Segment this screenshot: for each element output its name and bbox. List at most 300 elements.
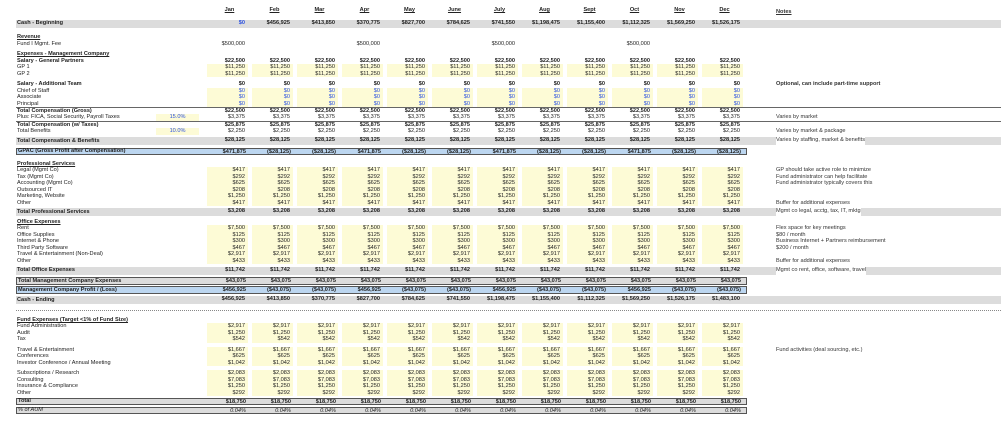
value-cell-nov[interactable]: $11,250 xyxy=(657,71,698,77)
value-cell-oct[interactable]: $2,083 xyxy=(612,370,653,376)
value-cell-june[interactable]: $292 xyxy=(432,174,473,180)
value-cell-june[interactable]: $1,250 xyxy=(432,193,473,199)
value-cell-oct[interactable]: $2,917 xyxy=(612,323,653,329)
value-cell-aug[interactable]: $125 xyxy=(522,232,563,238)
value-cell-oct[interactable]: $2,917 xyxy=(612,251,653,257)
value-cell-may[interactable]: $417 xyxy=(387,200,428,206)
value-cell-sept[interactable]: $417 xyxy=(567,167,608,173)
value-cell-feb[interactable]: $417 xyxy=(252,200,293,206)
value-cell-july[interactable]: $1,667 xyxy=(477,347,518,353)
value-cell-sept[interactable]: $467 xyxy=(567,245,608,251)
value-cell-june[interactable]: $1,667 xyxy=(432,347,473,353)
value-cell-apr[interactable]: $2,917 xyxy=(342,323,383,329)
value-cell-nov[interactable]: $0 xyxy=(657,94,698,100)
value-cell-sept[interactable]: $2,917 xyxy=(567,323,608,329)
value-cell-june[interactable]: $625 xyxy=(432,180,473,186)
value-cell-feb[interactable]: $292 xyxy=(252,390,293,396)
value-cell-feb[interactable]: $300 xyxy=(252,238,293,244)
value-cell-nov[interactable]: $625 xyxy=(657,353,698,359)
value-cell-may[interactable]: $625 xyxy=(387,180,428,186)
value-cell-jan[interactable]: $7,083 xyxy=(207,377,248,383)
value-cell-jan[interactable]: $1,667 xyxy=(207,347,248,353)
value-cell-aug[interactable]: $417 xyxy=(522,167,563,173)
value-cell-oct[interactable]: $7,083 xyxy=(612,377,653,383)
value-cell-may[interactable]: $300 xyxy=(387,238,428,244)
value-cell-feb[interactable]: $625 xyxy=(252,353,293,359)
rate-input-cell[interactable]: 15.0% xyxy=(156,114,199,120)
value-cell-nov[interactable]: $0 xyxy=(657,88,698,94)
value-cell-july[interactable]: $1,250 xyxy=(477,383,518,389)
value-cell-aug[interactable]: $2,083 xyxy=(522,370,563,376)
value-cell-may[interactable]: $208 xyxy=(387,187,428,193)
value-cell-may[interactable]: $0 xyxy=(387,101,428,107)
value-cell-may[interactable]: $292 xyxy=(387,390,428,396)
value-cell-nov[interactable]: $625 xyxy=(657,180,698,186)
value-cell-oct[interactable]: $0 xyxy=(612,88,653,94)
value-cell-jan[interactable]: $208 xyxy=(207,187,248,193)
value-cell-june[interactable]: $11,250 xyxy=(432,64,473,70)
value-cell-dec[interactable]: $125 xyxy=(702,232,743,238)
value-cell-apr[interactable]: $1,250 xyxy=(342,330,383,336)
value-cell-nov[interactable]: $11,250 xyxy=(657,64,698,70)
value-cell-mar[interactable]: $125 xyxy=(297,232,338,238)
value-cell-may[interactable]: $625 xyxy=(387,353,428,359)
value-cell-dec[interactable]: $2,917 xyxy=(702,323,743,329)
value-cell-oct[interactable]: $417 xyxy=(612,200,653,206)
value-cell-mar[interactable]: $0 xyxy=(297,88,338,94)
value-cell-jan[interactable]: $1,250 xyxy=(207,383,248,389)
value-cell-july[interactable]: $7,500 xyxy=(477,225,518,231)
value-cell-jan[interactable]: $11,250 xyxy=(207,71,248,77)
value-cell-apr[interactable]: $417 xyxy=(342,167,383,173)
value-cell-dec[interactable]: $433 xyxy=(702,258,743,264)
value-cell-july[interactable]: $7,083 xyxy=(477,377,518,383)
value-cell-sept[interactable]: $2,083 xyxy=(567,370,608,376)
value-cell-aug[interactable]: $0 xyxy=(522,94,563,100)
value-cell-july[interactable]: $0 xyxy=(477,88,518,94)
value-cell-sept[interactable]: $542 xyxy=(567,336,608,342)
value-cell-oct[interactable]: $0 xyxy=(612,94,653,100)
value-cell-sept[interactable]: $7,083 xyxy=(567,377,608,383)
value-cell-june[interactable]: $0 xyxy=(432,101,473,107)
value-cell-july[interactable]: $0 xyxy=(477,94,518,100)
value-cell-mar[interactable]: $7,083 xyxy=(297,377,338,383)
value-cell-july[interactable]: $292 xyxy=(477,174,518,180)
value-cell-june[interactable]: $417 xyxy=(432,200,473,206)
value-cell-july[interactable]: $2,917 xyxy=(477,251,518,257)
value-cell-aug[interactable]: $1,250 xyxy=(522,193,563,199)
value-cell-nov[interactable]: $2,917 xyxy=(657,323,698,329)
value-cell-jan[interactable]: $292 xyxy=(207,174,248,180)
value-cell-feb[interactable]: $2,917 xyxy=(252,323,293,329)
value-cell-oct[interactable]: $1,042 xyxy=(612,360,653,366)
value-cell-dec[interactable]: $542 xyxy=(702,336,743,342)
value-cell-may[interactable]: $125 xyxy=(387,232,428,238)
value-cell-nov[interactable]: $7,500 xyxy=(657,225,698,231)
value-cell-jan[interactable]: $625 xyxy=(207,180,248,186)
value-cell-apr[interactable]: $1,042 xyxy=(342,360,383,366)
value-cell-dec[interactable]: $7,500 xyxy=(702,225,743,231)
value-cell-mar[interactable]: $467 xyxy=(297,245,338,251)
value-cell-june[interactable]: $417 xyxy=(432,167,473,173)
rate-input-cell[interactable]: 10.0% xyxy=(156,128,199,134)
value-cell-feb[interactable]: $0 xyxy=(252,101,293,107)
value-cell-aug[interactable]: $292 xyxy=(522,174,563,180)
value-cell-sept[interactable]: $292 xyxy=(567,390,608,396)
value-cell-jan[interactable]: $417 xyxy=(207,167,248,173)
value-cell-jan[interactable]: $1,042 xyxy=(207,360,248,366)
value-cell-nov[interactable]: $433 xyxy=(657,258,698,264)
value-cell-aug[interactable]: $300 xyxy=(522,238,563,244)
value-cell-may[interactable]: $292 xyxy=(387,174,428,180)
value-cell-sept[interactable]: $125 xyxy=(567,232,608,238)
value-cell-aug[interactable]: $7,500 xyxy=(522,225,563,231)
value-cell-june[interactable]: $0 xyxy=(432,88,473,94)
value-cell-feb[interactable]: $2,917 xyxy=(252,251,293,257)
value-cell-june[interactable]: $1,250 xyxy=(432,383,473,389)
value-cell-aug[interactable]: $433 xyxy=(522,258,563,264)
value-cell-dec[interactable]: $0 xyxy=(702,94,743,100)
value-cell-may[interactable]: $2,083 xyxy=(387,370,428,376)
value-cell-jan[interactable]: $433 xyxy=(207,258,248,264)
value-cell-nov[interactable]: $292 xyxy=(657,174,698,180)
month-header-jan[interactable]: Jan xyxy=(224,7,235,13)
month-header-dec[interactable]: Dec xyxy=(719,7,730,13)
value-cell-apr[interactable]: $7,083 xyxy=(342,377,383,383)
value-cell-feb[interactable]: $11,250 xyxy=(252,64,293,70)
value-cell-dec[interactable]: $11,250 xyxy=(702,64,743,70)
value-cell-apr[interactable]: $0 xyxy=(342,88,383,94)
value-cell-may[interactable]: $0 xyxy=(387,88,428,94)
value-cell-sept[interactable]: $300 xyxy=(567,238,608,244)
value-cell-sept[interactable]: $625 xyxy=(567,180,608,186)
value-cell-june[interactable]: $7,500 xyxy=(432,225,473,231)
value-cell-may[interactable]: $11,250 xyxy=(387,64,428,70)
value-cell-july[interactable]: $625 xyxy=(477,353,518,359)
value-cell-mar[interactable]: $2,083 xyxy=(297,370,338,376)
value-cell-feb[interactable]: $417 xyxy=(252,167,293,173)
value-cell-sept[interactable]: $1,667 xyxy=(567,347,608,353)
value-cell-nov[interactable]: $467 xyxy=(657,245,698,251)
month-header-sept[interactable]: Sept xyxy=(583,7,596,13)
value-cell-dec[interactable]: $0 xyxy=(702,88,743,94)
value-cell-oct[interactable]: $1,250 xyxy=(612,330,653,336)
value-cell-aug[interactable]: $542 xyxy=(522,336,563,342)
value-cell-mar[interactable]: $11,250 xyxy=(297,64,338,70)
value-cell-jan[interactable]: $467 xyxy=(207,245,248,251)
value-cell-apr[interactable]: $292 xyxy=(342,174,383,180)
value-cell-apr[interactable]: $2,083 xyxy=(342,370,383,376)
value-cell-sept[interactable]: $0 xyxy=(567,94,608,100)
value-cell-dec[interactable]: $2,917 xyxy=(702,251,743,257)
value-cell-apr[interactable]: $1,667 xyxy=(342,347,383,353)
value-cell-feb[interactable]: $125 xyxy=(252,232,293,238)
value-cell-mar[interactable]: $0 xyxy=(297,94,338,100)
value-cell-apr[interactable]: $433 xyxy=(342,258,383,264)
value-cell-aug[interactable]: $417 xyxy=(522,200,563,206)
value-cell-jan[interactable]: $1,250 xyxy=(207,193,248,199)
value-cell-june[interactable]: $292 xyxy=(432,390,473,396)
value-cell-sept[interactable]: $11,250 xyxy=(567,71,608,77)
value-cell-may[interactable]: $417 xyxy=(387,167,428,173)
value-cell-may[interactable]: $2,917 xyxy=(387,323,428,329)
value-cell-feb[interactable]: $292 xyxy=(252,174,293,180)
value-cell-sept[interactable]: $625 xyxy=(567,353,608,359)
value-cell-oct[interactable]: $0 xyxy=(612,101,653,107)
value-cell-sept[interactable]: $433 xyxy=(567,258,608,264)
value-cell-oct[interactable]: $292 xyxy=(612,174,653,180)
value-cell-mar[interactable]: $542 xyxy=(297,336,338,342)
value-cell-dec[interactable]: $1,042 xyxy=(702,360,743,366)
value-cell-dec[interactable]: $2,083 xyxy=(702,370,743,376)
value-cell-feb[interactable]: $208 xyxy=(252,187,293,193)
value-cell-feb[interactable]: $2,083 xyxy=(252,370,293,376)
value-cell-oct[interactable]: $433 xyxy=(612,258,653,264)
value-cell-apr[interactable]: $7,500 xyxy=(342,225,383,231)
value-cell-july[interactable]: $417 xyxy=(477,200,518,206)
value-cell-july[interactable]: $292 xyxy=(477,390,518,396)
value-cell-july[interactable]: $2,917 xyxy=(477,323,518,329)
value-cell-dec[interactable]: $1,667 xyxy=(702,347,743,353)
value-cell-feb[interactable]: $11,250 xyxy=(252,71,293,77)
value-cell-jan[interactable]: $0 xyxy=(207,88,248,94)
value-cell-nov[interactable]: $208 xyxy=(657,187,698,193)
value-cell-aug[interactable]: $2,917 xyxy=(522,251,563,257)
value-cell-jan[interactable]: $292 xyxy=(207,390,248,396)
value-cell-nov[interactable]: $542 xyxy=(657,336,698,342)
value-cell-jan[interactable]: $542 xyxy=(207,336,248,342)
value-cell-mar[interactable]: $625 xyxy=(297,180,338,186)
value-cell-nov[interactable]: $2,083 xyxy=(657,370,698,376)
value-cell-jan[interactable]: $11,250 xyxy=(207,64,248,70)
value-cell-nov[interactable]: $1,250 xyxy=(657,330,698,336)
value-cell-aug[interactable]: $292 xyxy=(522,390,563,396)
value-cell-july[interactable]: $300 xyxy=(477,238,518,244)
month-header-feb[interactable]: Feb xyxy=(269,7,280,13)
value-cell-mar[interactable]: $7,500 xyxy=(297,225,338,231)
value-cell-aug[interactable]: $0 xyxy=(522,101,563,107)
value-cell-feb[interactable]: $1,250 xyxy=(252,330,293,336)
value-cell-feb[interactable]: $542 xyxy=(252,336,293,342)
value-cell-may[interactable]: $11,250 xyxy=(387,71,428,77)
value-cell-may[interactable]: $542 xyxy=(387,336,428,342)
value-cell-oct[interactable]: $542 xyxy=(612,336,653,342)
value-cell-june[interactable]: $1,250 xyxy=(432,330,473,336)
value-cell-mar[interactable]: $1,042 xyxy=(297,360,338,366)
value-cell-mar[interactable]: $2,917 xyxy=(297,323,338,329)
value-cell-july[interactable]: $11,250 xyxy=(477,64,518,70)
month-header-nov[interactable]: Nov xyxy=(674,7,685,13)
value-cell-july[interactable]: $467 xyxy=(477,245,518,251)
value-cell-nov[interactable]: $125 xyxy=(657,232,698,238)
value-cell-oct[interactable]: $625 xyxy=(612,353,653,359)
value-cell-apr[interactable]: $208 xyxy=(342,187,383,193)
value-cell-july[interactable]: $542 xyxy=(477,336,518,342)
value-cell-oct[interactable]: $300 xyxy=(612,238,653,244)
value-cell-june[interactable]: $7,083 xyxy=(432,377,473,383)
value-cell-oct[interactable]: $208 xyxy=(612,187,653,193)
value-cell-aug[interactable]: $0 xyxy=(522,88,563,94)
value-cell-jan[interactable]: $1,250 xyxy=(207,330,248,336)
value-cell-apr[interactable]: $1,250 xyxy=(342,383,383,389)
value-cell-mar[interactable]: $208 xyxy=(297,187,338,193)
value-cell-aug[interactable]: $2,917 xyxy=(522,323,563,329)
value-cell-apr[interactable]: $292 xyxy=(342,390,383,396)
value-cell-dec[interactable]: $292 xyxy=(702,174,743,180)
value-cell-jan[interactable]: $2,917 xyxy=(207,251,248,257)
value-cell-dec[interactable]: $625 xyxy=(702,353,743,359)
value-cell-sept[interactable]: $0 xyxy=(567,101,608,107)
value-cell-nov[interactable]: $292 xyxy=(657,390,698,396)
value-cell-dec[interactable]: $300 xyxy=(702,238,743,244)
value-cell-feb[interactable]: $0 xyxy=(252,88,293,94)
value-cell-jan[interactable]: $125 xyxy=(207,232,248,238)
month-header-july[interactable]: July xyxy=(493,7,506,13)
value-cell-feb[interactable]: $7,500 xyxy=(252,225,293,231)
value-cell-mar[interactable]: $1,667 xyxy=(297,347,338,353)
value-cell-apr[interactable]: $625 xyxy=(342,180,383,186)
value-cell-may[interactable]: $1,250 xyxy=(387,330,428,336)
value-cell-dec[interactable]: $0 xyxy=(702,101,743,107)
value-cell-dec[interactable]: $1,250 xyxy=(702,330,743,336)
value-cell-july[interactable]: $1,042 xyxy=(477,360,518,366)
value-cell-june[interactable]: $300 xyxy=(432,238,473,244)
value-cell-apr[interactable]: $467 xyxy=(342,245,383,251)
value-cell-dec[interactable]: $7,083 xyxy=(702,377,743,383)
value-cell-oct[interactable]: $1,667 xyxy=(612,347,653,353)
value-cell-mar[interactable]: $1,250 xyxy=(297,383,338,389)
value-cell-july[interactable]: $417 xyxy=(477,167,518,173)
value-cell-aug[interactable]: $1,667 xyxy=(522,347,563,353)
month-header-mar[interactable]: Mar xyxy=(314,7,325,13)
value-cell-mar[interactable]: $417 xyxy=(297,167,338,173)
value-cell-mar[interactable]: $1,250 xyxy=(297,193,338,199)
value-cell-nov[interactable]: $417 xyxy=(657,200,698,206)
value-cell-nov[interactable]: $7,083 xyxy=(657,377,698,383)
value-cell-feb[interactable]: $1,250 xyxy=(252,383,293,389)
value-cell-feb[interactable]: $1,667 xyxy=(252,347,293,353)
value-cell-dec[interactable]: $11,250 xyxy=(702,71,743,77)
value-cell-july[interactable]: $1,250 xyxy=(477,193,518,199)
value-cell-sept[interactable]: $11,250 xyxy=(567,64,608,70)
value-cell-june[interactable]: $467 xyxy=(432,245,473,251)
value-cell-nov[interactable]: $2,917 xyxy=(657,251,698,257)
value-cell-may[interactable]: $1,250 xyxy=(387,383,428,389)
value-cell-apr[interactable]: $11,250 xyxy=(342,71,383,77)
value-cell-jan[interactable]: $300 xyxy=(207,238,248,244)
value-cell-aug[interactable]: $625 xyxy=(522,353,563,359)
value-cell-sept[interactable]: $417 xyxy=(567,200,608,206)
value-cell-jan[interactable]: $417 xyxy=(207,200,248,206)
value-cell-july[interactable]: $208 xyxy=(477,187,518,193)
value-cell-apr[interactable]: $625 xyxy=(342,353,383,359)
value-cell-nov[interactable]: $1,042 xyxy=(657,360,698,366)
value-cell-apr[interactable]: $542 xyxy=(342,336,383,342)
value-cell-nov[interactable]: $1,250 xyxy=(657,383,698,389)
value-cell-may[interactable]: $2,917 xyxy=(387,251,428,257)
month-header-apr[interactable]: Apr xyxy=(359,7,370,13)
value-cell-mar[interactable]: $625 xyxy=(297,353,338,359)
value-cell-mar[interactable]: $0 xyxy=(297,101,338,107)
value-cell-oct[interactable]: $11,250 xyxy=(612,71,653,77)
value-cell-june[interactable]: $2,917 xyxy=(432,251,473,257)
month-header-oct[interactable]: Oct xyxy=(629,7,640,13)
value-cell-dec[interactable]: $417 xyxy=(702,200,743,206)
value-cell-feb[interactable]: $433 xyxy=(252,258,293,264)
value-cell-feb[interactable]: $467 xyxy=(252,245,293,251)
value-cell-oct[interactable]: $7,500 xyxy=(612,225,653,231)
value-cell-feb[interactable]: $625 xyxy=(252,180,293,186)
value-cell-may[interactable]: $1,250 xyxy=(387,193,428,199)
value-cell-feb[interactable]: $1,042 xyxy=(252,360,293,366)
value-cell-jan[interactable]: $0 xyxy=(207,94,248,100)
value-cell-feb[interactable]: $0 xyxy=(252,94,293,100)
value-cell-sept[interactable]: $2,917 xyxy=(567,251,608,257)
value-cell-dec[interactable]: $1,250 xyxy=(702,383,743,389)
value-cell-dec[interactable]: $467 xyxy=(702,245,743,251)
value-cell-dec[interactable]: $292 xyxy=(702,390,743,396)
value-cell-july[interactable]: $125 xyxy=(477,232,518,238)
value-cell-july[interactable]: $11,250 xyxy=(477,71,518,77)
value-cell-sept[interactable]: $1,042 xyxy=(567,360,608,366)
value-cell-apr[interactable]: $1,250 xyxy=(342,193,383,199)
value-cell-july[interactable]: $625 xyxy=(477,180,518,186)
month-header-may[interactable]: May xyxy=(404,7,415,13)
value-cell-june[interactable]: $542 xyxy=(432,336,473,342)
value-cell-july[interactable]: $2,083 xyxy=(477,370,518,376)
value-cell-oct[interactable]: $125 xyxy=(612,232,653,238)
value-cell-sept[interactable]: $0 xyxy=(567,88,608,94)
value-cell-aug[interactable]: $11,250 xyxy=(522,64,563,70)
value-cell-oct[interactable]: $625 xyxy=(612,180,653,186)
value-cell-may[interactable]: $467 xyxy=(387,245,428,251)
value-cell-may[interactable]: $7,500 xyxy=(387,225,428,231)
value-cell-apr[interactable]: $11,250 xyxy=(342,64,383,70)
value-cell-nov[interactable]: $1,250 xyxy=(657,193,698,199)
value-cell-mar[interactable]: $1,250 xyxy=(297,330,338,336)
value-cell-june[interactable]: $625 xyxy=(432,353,473,359)
value-cell-aug[interactable]: $467 xyxy=(522,245,563,251)
value-cell-jan[interactable]: $0 xyxy=(207,101,248,107)
value-cell-sept[interactable]: $1,250 xyxy=(567,193,608,199)
value-cell-aug[interactable]: $11,250 xyxy=(522,71,563,77)
value-cell-may[interactable]: $1,042 xyxy=(387,360,428,366)
value-cell-may[interactable]: $433 xyxy=(387,258,428,264)
value-cell-may[interactable]: $0 xyxy=(387,94,428,100)
value-cell-feb[interactable]: $1,250 xyxy=(252,193,293,199)
value-cell-apr[interactable]: $2,917 xyxy=(342,251,383,257)
value-cell-june[interactable]: $2,917 xyxy=(432,323,473,329)
value-cell-june[interactable]: $433 xyxy=(432,258,473,264)
value-cell-july[interactable]: $0 xyxy=(477,101,518,107)
value-cell-mar[interactable]: $292 xyxy=(297,390,338,396)
value-cell-june[interactable]: $11,250 xyxy=(432,71,473,77)
value-cell-oct[interactable]: $1,250 xyxy=(612,193,653,199)
value-cell-aug[interactable]: $1,042 xyxy=(522,360,563,366)
value-cell-oct[interactable]: $467 xyxy=(612,245,653,251)
month-header-june[interactable]: June xyxy=(447,7,462,13)
value-cell-mar[interactable]: $433 xyxy=(297,258,338,264)
value-cell-sept[interactable]: $1,250 xyxy=(567,383,608,389)
value-cell-june[interactable]: $2,083 xyxy=(432,370,473,376)
value-cell-may[interactable]: $7,083 xyxy=(387,377,428,383)
value-cell-nov[interactable]: $417 xyxy=(657,167,698,173)
value-cell-oct[interactable]: $417 xyxy=(612,167,653,173)
value-cell-sept[interactable]: $208 xyxy=(567,187,608,193)
value-cell-mar[interactable]: $300 xyxy=(297,238,338,244)
month-header-aug[interactable]: Aug xyxy=(539,7,550,13)
value-cell-nov[interactable]: $300 xyxy=(657,238,698,244)
